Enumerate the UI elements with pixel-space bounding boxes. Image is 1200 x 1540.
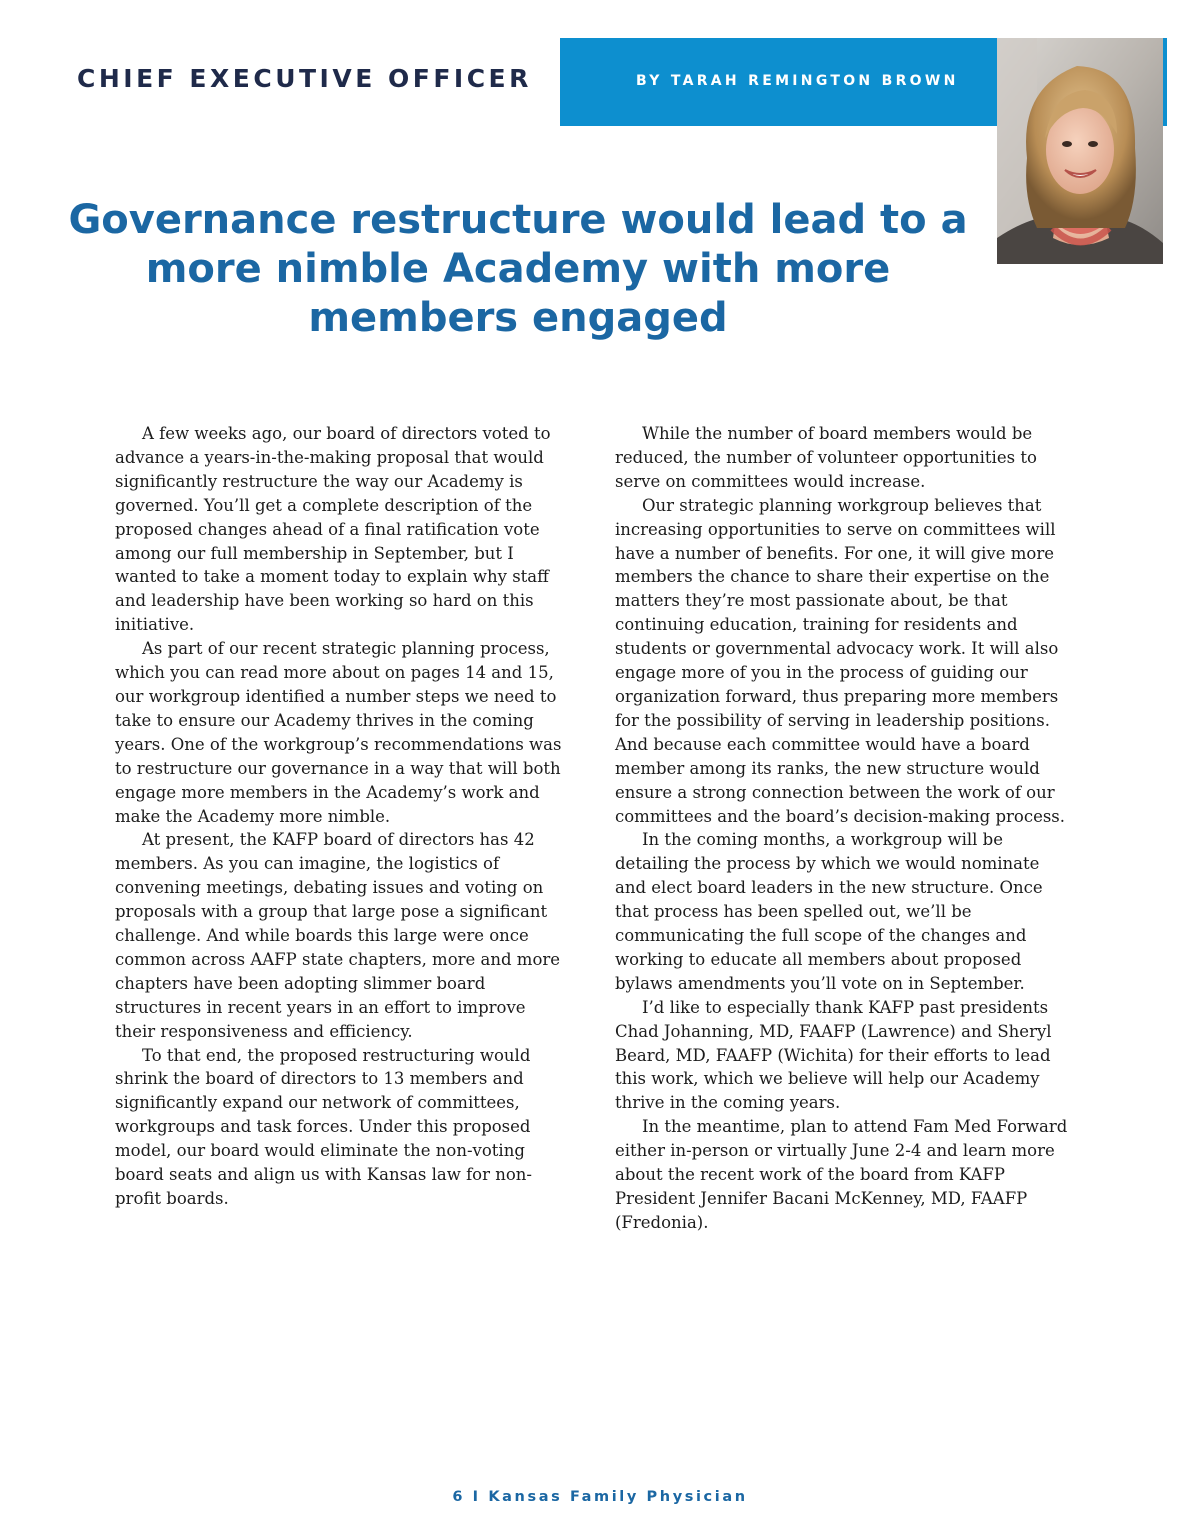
author-portrait [997, 38, 1163, 264]
article-paragraph: A few weeks ago, our board of directors voted to advance a years-in-the-making proposal that would significantly restructure the way our Academy is governed. You’ll get a complete description of the proposed changes ahead of a final ratification vote among our full membership in September, but I wanted to take a moment today to explain why staff and leadership have been working so hard on this initiative. [115, 424, 551, 635]
article-column-left [115, 422, 567, 1211]
section-title: CHIEF EXECUTIVE OFFICER [77, 64, 532, 93]
article-paragraph: In the meantime, plan to attend Fam Med Forward either in-person or virtually June 2-4 and learn more about the recent work of the board from KAFP President Jennifer Bacani McKenney, MD, FAAFP (Fredonia). [615, 1117, 1068, 1232]
article-paragraph: In the coming months, a workgroup will be detailing the process by which we would nominate and elect board leaders in the new structure. Once that process has been spelled out, we’ll be communicating the full scope of the changes and working to educate all members about proposed bylaws amendments you’ll vote on in September. [615, 830, 1043, 993]
article-column-right [615, 422, 1075, 1235]
article-paragraph: As part of our recent strategic planning process, which you can read more about on pages 14 and 15, our workgroup identified a number steps we need to take to ensure our Academy thrives in the coming years. One of the workgroup’s recommendations was to restructure our governance in a way that will both engage more members in the Academy’s work and make the Academy more nimble. [115, 639, 562, 826]
article-paragraph: I’d like to especially thank KAFP past presidents Chad Johanning, MD, FAAFP (Lawrence) and Sheryl Beard, MD, FAAFP (Wichita) for their efforts to lead this work, which we believe will help our Academy thrive in the coming years. [615, 997, 1052, 1113]
article-headline: Governance restructure would lead to a more nimble Academy with more members engaged [68, 197, 968, 341]
author-byline: BY TARAH REMINGTON BROWN [636, 73, 959, 89]
byline-bar-edge [1163, 38, 1167, 126]
article-paragraph: While the number of board members would be reduced, the number of volunteer opportunities to serve on committees would increase. [615, 424, 1037, 491]
article-paragraph: Our strategic planning workgroup believes that increasing opportunities to serve on committees will have a number of benefits. For one, it will give more members the chance to share their expertise on the matters they’re most passionate about, be that continuing education, training for residents and students or governmental advocacy work. It will also engage more of you in the process of guiding our organization forward, thus preparing more members for the possibility of serving in leadership positions. And because each committee would have a board member among its ranks, the new structure would ensure a strong connection between the work of our committees and the board’s decision-making process. [615, 495, 1066, 826]
article-paragraph: At present, the KAFP board of directors has 42 members. As you can imagine, the logistics of convening meetings, debating issues and voting on proposals with a group that large pose a significant challenge. And while boards this large were once common across AAFP state chapters, more and more chapters have been adopting slimmer board structures in recent years in an effort to improve their responsiveness and efficiency. [115, 830, 561, 1041]
page-footer: 6 I Kansas Family Physician [452, 1489, 748, 1505]
article-paragraph: To that end, the proposed restructuring would shrink the board of directors to 13 members and significantly expand our network of committees, workgroups and task forces. Under this proposed model, our board would eliminate the non-voting board seats and align us with Kansas law for non-profit boards. [115, 1045, 533, 1208]
